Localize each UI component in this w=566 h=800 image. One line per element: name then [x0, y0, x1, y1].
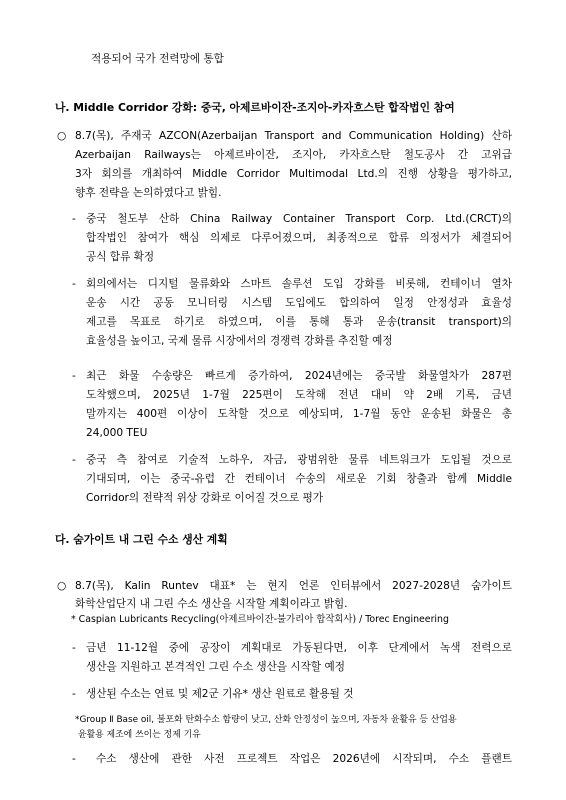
- dash-3-line-4: 24,000 TEU: [86, 427, 148, 439]
- dash-bullet-icon: -: [72, 454, 76, 466]
- footnote-1: * Caspian Lubricants Recycling(아제르바이잔-불가리아 합작회사) / Torec Engineering: [71, 614, 449, 625]
- dash-bullet-icon: -: [72, 278, 76, 290]
- circle-bullet-icon: ○: [57, 130, 67, 142]
- dash-3-line-2: 도착했으며, 2025년 1-7월 225편이 도착해 전년 대비 약 2배 기록, 금년: [86, 389, 512, 401]
- dash-5-line-2: 생산을 지원하고 본격적인 그린 수소 생산을 시작할 예정: [86, 661, 345, 673]
- paragraph-1-line-1: 8.7(목), 주재국 AZCON(Azerbaijan Transport and Communication Holding) 산하: [75, 130, 512, 142]
- dash-bullet-icon: -: [72, 370, 76, 382]
- circle-bullet-icon: ○: [57, 580, 67, 592]
- dash-bullet-icon: -: [72, 213, 76, 225]
- paragraph-2-line-1: 8.7(목), Kalin Runtev 대표* 는 현지 언론 인터뷰에서 2027-2028년 숨가이트: [75, 580, 512, 592]
- dash-4-line-3: Corridor의 전략적 위상 강화로 이어질 것으로 평가: [86, 492, 324, 504]
- footnote-2-line-2: 윤활용 제조에 쓰이는 정제 기유: [78, 730, 201, 740]
- dash-2-line-2: 운송 시간 공동 모니터링 시스템 도입에도 합의하여 일정 안정성과 효율성: [86, 297, 512, 309]
- dash-bullet-icon: -: [72, 753, 76, 765]
- dash-4-line-2: 기대되며, 이는 중국-유럽 간 컨테이너 수송의 새로운 기회 창출과 함께 Middle: [86, 473, 512, 485]
- paragraph-1-line-4: 향후 전략을 논의하였다고 밝힘.: [75, 187, 222, 199]
- continuation-line: 적용되어 국가 전력망에 통합: [91, 53, 224, 65]
- paragraph-1-line-3: 3자 회의를 개최하여 Middle Corridor Multimodal Ltd.의 진행 상황을 평가하고,: [75, 168, 512, 180]
- dash-1-line-1: 중국 철도부 산하 China Railway Container Transport Corp. Ltd.(CRCT)의: [86, 213, 512, 225]
- footnote-2-line-1: *Group Ⅱ Base oil, 불포화 탄화수소 함량이 낮고, 산화 안정성이 높으며, 자동차 윤활유 등 산업용: [75, 715, 457, 725]
- dash-bullet-icon: -: [72, 642, 76, 654]
- dash-2-line-4: 효율성을 높이고, 국제 물류 시장에서의 경쟁력 강화를 추진할 예정: [86, 335, 393, 347]
- dash-5-line-1: 금년 11-12월 중에 공장이 계획대로 가동된다면, 이후 단계에서 녹색 전력으로: [86, 642, 512, 654]
- dash-3-line-1: 최근 화물 수송량은 빠르게 증가하여, 2024년에는 중국발 화물열차가 287편: [86, 370, 512, 382]
- dash-1-line-3: 공식 합류 확정: [86, 251, 155, 263]
- section-heading-da: 다. 숨가이트 내 그린 수소 생산 계획: [55, 533, 228, 546]
- dash-2-line-1: 회의에서는 디지털 물류화와 스마트 솔루션 도입 강화를 비롯해, 컨테이너 열차: [86, 278, 512, 290]
- dash-bullet-icon: -: [72, 688, 76, 700]
- paragraph-1-line-2: Azerbaijan Railways는 아제르바이잔, 조지아, 카자흐스탄 철도공사 간 고위급: [75, 149, 512, 161]
- dash-2-line-3: 제고를 목표로 하기로 하였으며, 이를 통해 통과 운송(transit transport)의: [86, 316, 512, 328]
- dash-3-line-3: 말까지는 400편 이상이 도착할 것으로 예상되며, 1-7월 동안 운송된 화물은 총: [86, 408, 512, 420]
- dash-6-line-1: 생산된 수소는 연료 및 제2군 기유* 생산 원료로 활용될 것: [86, 688, 354, 700]
- paragraph-2-line-2: 화학산업단지 내 그린 수소 생산을 시작할 계획이라고 밝힘.: [75, 598, 348, 610]
- dash-1-line-2: 합작법인 참여가 핵심 의제로 다루어졌으며, 최종적으로 합류 의정서가 체결되어: [86, 232, 512, 244]
- dash-4-line-1: 중국 측 참여로 기술적 노하우, 자금, 광범위한 물류 네트워크가 도입될 것으로: [86, 454, 512, 466]
- dash-7-line-1: 수소 생산에 관한 사전 프로젝트 작업은 2026년에 시작되며, 수소 플랜트: [96, 753, 512, 765]
- section-heading-na: 나. Middle Corridor 강화: 중국, 아제르바이잔-조지아-카자흐스탄 합작법인 참여: [55, 101, 455, 114]
